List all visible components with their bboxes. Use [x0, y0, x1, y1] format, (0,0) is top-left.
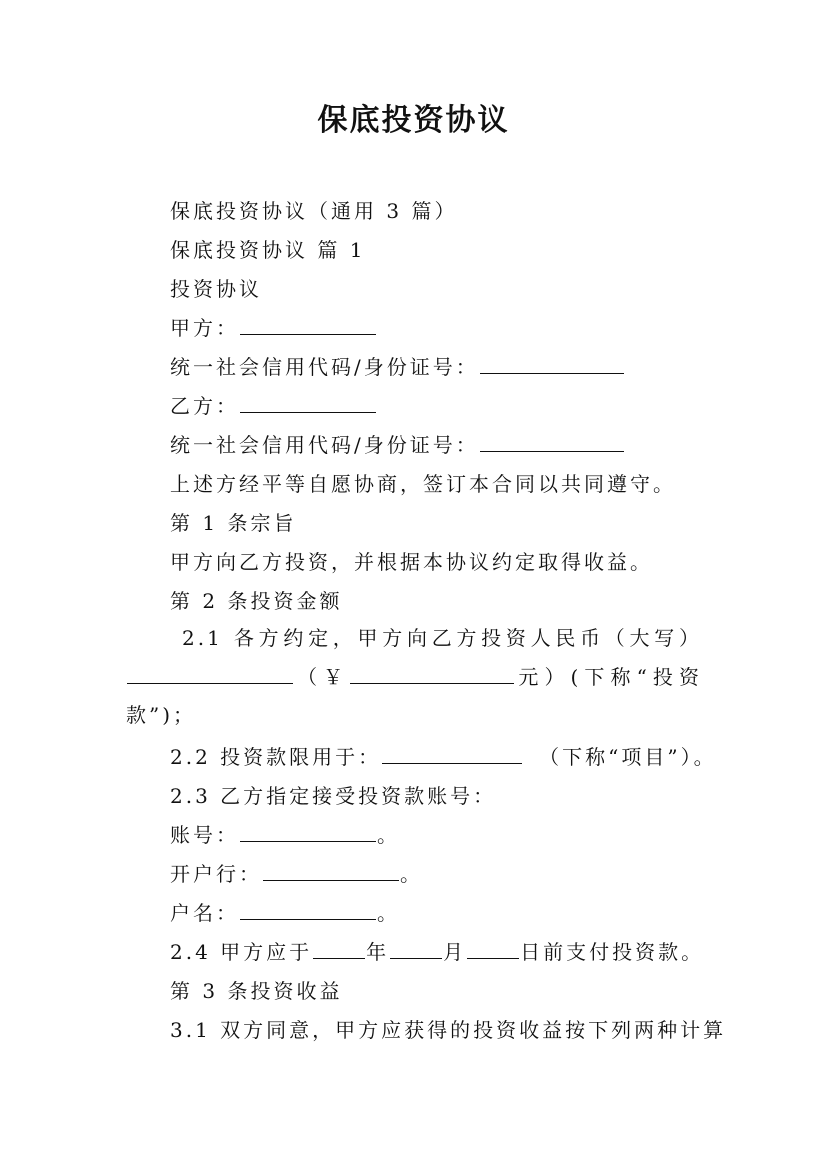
clause-2-1-text-a: 2.1 各方约定，甲方向乙方投资人民币（大写）: [182, 626, 702, 650]
clause-2-4-text-d: 日前支付投资款。: [520, 940, 705, 964]
clause-2-1-paragraph: [126, 619, 702, 735]
bank-line: [170, 860, 423, 888]
party-b-blank: [240, 392, 376, 413]
clause-2-3-line: 2.3 乙方指定接受投资款账号：: [170, 784, 497, 808]
party-a-id-blank: [480, 353, 624, 374]
account-name-blank: [240, 899, 376, 920]
amount-words-blank: [127, 663, 293, 684]
month-label: 月: [443, 940, 467, 964]
account-number-end: 。: [377, 823, 400, 847]
account-number-line: [170, 821, 400, 849]
party-a-line: [170, 314, 377, 342]
party-b-id-blank: [480, 431, 624, 452]
bank-blank: [263, 860, 399, 881]
party-b-id-label: 统一社会信用代码/身份证号：: [170, 433, 479, 457]
day-blank: [467, 938, 519, 959]
document-title: 保底投资协议: [317, 103, 510, 138]
clause-3-1-line: 3.1 双方同意，甲方应获得的投资收益按下列两种计算: [170, 1018, 727, 1042]
article-1-text: 甲方向乙方投资，并根据本协议约定取得收益。: [170, 550, 653, 574]
amount-figure-blank: [350, 663, 514, 684]
month-blank: [390, 938, 442, 959]
clause-2-4-line: [170, 938, 704, 966]
clause-2-2-label: 2.2 投资款限用于：: [170, 745, 382, 769]
project-blank: [382, 743, 522, 764]
party-a-blank: [240, 314, 376, 335]
clause-2-4-text-a: 2.4 甲方应于: [170, 940, 313, 964]
account-number-blank: [240, 821, 376, 842]
preamble-line: 上述方经平等自愿协商，签订本合同以共同遵守。: [170, 472, 676, 496]
party-b-label: 乙方：: [170, 394, 239, 418]
agreement-heading: 投资协议: [170, 277, 262, 301]
party-a-label: 甲方：: [170, 316, 239, 340]
account-name-line: [170, 899, 400, 927]
account-name-label: 户名：: [170, 901, 239, 925]
clause-2-1-text-c: 元）(下称“投资款”)；: [126, 664, 702, 727]
account-name-end: 。: [377, 901, 400, 925]
clause-2-2-suffix: （下称“项目”）。: [539, 745, 717, 769]
bank-end: 。: [400, 862, 423, 886]
clause-2-2-line: [170, 743, 717, 771]
subtitle-line: 保底投资协议（通用 3 篇）: [170, 199, 458, 223]
section-heading: 保底投资协议 篇 1: [170, 238, 366, 262]
article-1-heading: 第 1 条宗旨: [170, 511, 297, 535]
party-b-id-line: [170, 431, 625, 459]
article-3-heading: 第 3 条投资收益: [170, 979, 343, 1003]
bank-label: 开户行：: [170, 862, 262, 886]
year-blank: [313, 938, 365, 959]
party-a-id-label: 统一社会信用代码/身份证号：: [170, 355, 479, 379]
party-a-id-line: [170, 353, 625, 381]
year-label: 年: [366, 940, 390, 964]
account-number-label: 账号：: [170, 823, 239, 847]
party-b-line: [170, 392, 377, 420]
clause-2-1-text-b: （￥: [294, 664, 350, 689]
article-2-heading: 第 2 条投资金额: [170, 589, 343, 613]
